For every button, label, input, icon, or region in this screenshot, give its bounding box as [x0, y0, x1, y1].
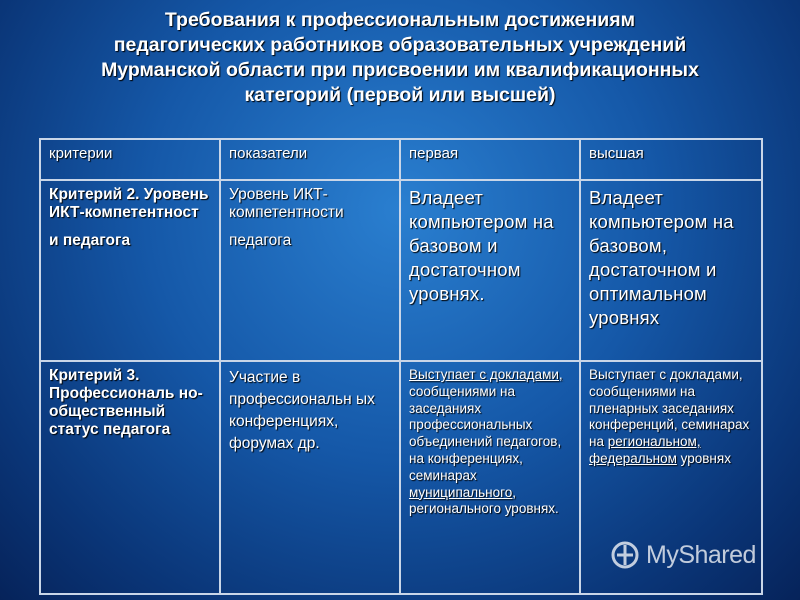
- table-row: [40, 180, 762, 361]
- requirements-table: [39, 138, 763, 595]
- indicator-cell: Участие в профессиональн ых конференциях, форумах др.: [220, 361, 400, 594]
- highest-category-cell: Владеет компьютером на базовом, достаточном и оптимальном уровнях: [580, 180, 762, 361]
- criterion-cell: [40, 180, 220, 361]
- cell-text: уровнях: [676, 450, 731, 466]
- watermark-text: MyShared: [646, 540, 756, 569]
- indicator-text: педагога: [229, 232, 292, 249]
- table-header-row: [40, 139, 762, 180]
- title-line: Требования к профессиональным достижениям: [164, 9, 636, 31]
- header-criteria: критерии: [40, 139, 220, 180]
- underlined-text: региональном, федеральном: [589, 434, 701, 466]
- title-line: категорий (первой или высшей): [244, 84, 556, 106]
- cell-text: регионального уровнях.: [409, 501, 559, 517]
- underlined-text: муниципального,: [409, 484, 517, 500]
- header-highest: высшая: [580, 139, 762, 180]
- first-category-cell: [400, 361, 580, 594]
- criterion-cell: Критерий 3. Профессиональ но-общественный статус педагога: [40, 361, 220, 594]
- slide-title: [20, 8, 780, 108]
- criterion-text: Критерий 2. Уровень ИКТ-компетентност: [49, 186, 209, 221]
- header-first: первая: [400, 139, 580, 180]
- cell-text: сообщениями на заседаниях профессиональных объединений педагогов, на конференциях, семинарах: [409, 383, 562, 483]
- indicator-text: Уровень ИКТ-компетентности: [229, 186, 344, 221]
- title-line: педагогических работников образовательных учреждений: [113, 34, 687, 56]
- title-line: Мурманской области при присвоении им квалификационных: [101, 59, 699, 81]
- cell-text: Выступает с докладами, сообщениями на пленарных заседаниях конференций, семинарах на: [589, 367, 750, 450]
- indicator-cell: [220, 180, 400, 361]
- underlined-text: Выступает с докладами,: [409, 367, 563, 382]
- myshared-logo-icon: [610, 539, 640, 571]
- first-category-cell: Владеет компьютером на базовом и достаточном уровнях.: [400, 180, 580, 361]
- watermark: [610, 535, 756, 575]
- header-indicators: показатели: [220, 139, 400, 180]
- criterion-text: и педагога: [49, 232, 131, 249]
